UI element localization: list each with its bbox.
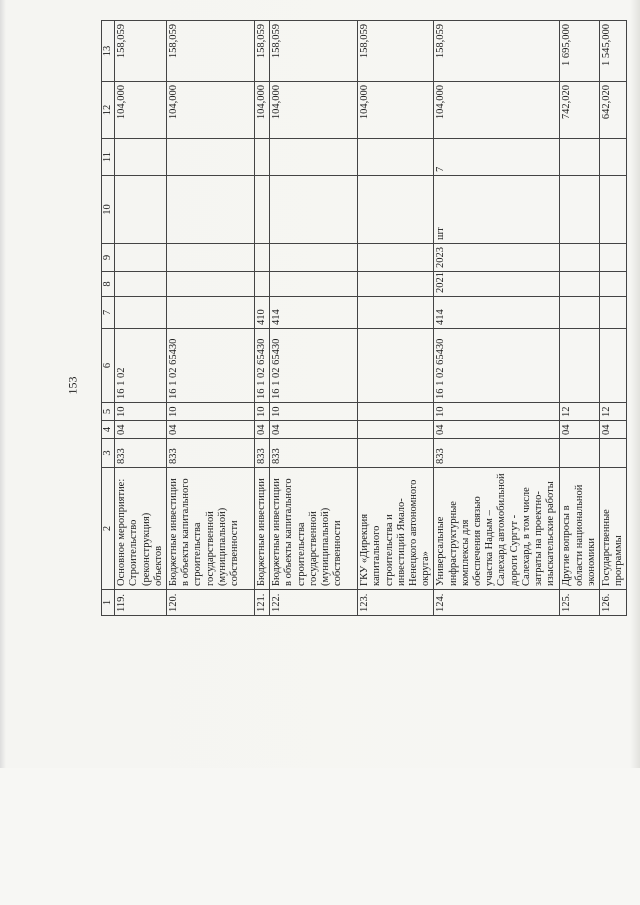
table-cell: 642,020 [600, 82, 627, 139]
table-cell [560, 439, 600, 468]
col-header: 3 [102, 439, 115, 468]
table-cell [358, 272, 434, 297]
table-cell [255, 139, 270, 176]
table-cell: Бюджетные инвестиции в объекты капитального строительства государственной (муниципальной) собственности [270, 468, 358, 590]
table-cell: 833 [434, 439, 560, 468]
table-cell [270, 244, 358, 272]
table-cell [560, 297, 600, 329]
table-cell: 12 [560, 403, 600, 421]
table-cell [270, 272, 358, 297]
table-cell: 10 [167, 403, 255, 421]
table-cell: 158,059 [255, 21, 270, 82]
table-cell [255, 244, 270, 272]
table-cell: 833 [167, 439, 255, 468]
table-cell: Другие вопросы в области национальной экономики [560, 468, 600, 590]
col-header: 13 [102, 21, 115, 82]
table-row [255, 21, 270, 616]
table-cell: 125. [560, 590, 600, 616]
table-cell [600, 272, 627, 297]
table-cell: 158,059 [270, 21, 358, 82]
table-cell [358, 176, 434, 244]
table-row [115, 21, 167, 616]
table-cell [600, 329, 627, 403]
table-cell [600, 244, 627, 272]
table-cell: 119. [115, 590, 167, 616]
page-number: 153 [65, 376, 80, 395]
table-cell [358, 297, 434, 329]
table-cell: 16 1 02 65430 [434, 329, 560, 403]
table-cell: 04 [560, 421, 600, 439]
table-cell [358, 421, 434, 439]
table-cell: 833 [255, 439, 270, 468]
table-cell: 16 1 02 [115, 329, 167, 403]
col-header: 1 [102, 590, 115, 616]
table-cell [255, 272, 270, 297]
col-header: 2 [102, 468, 115, 590]
col-header: 4 [102, 421, 115, 439]
table-cell: 120. [167, 590, 255, 616]
table-cell [255, 176, 270, 244]
table-cell [600, 297, 627, 329]
table-cell: 04 [270, 421, 358, 439]
table-cell: 04 [600, 421, 627, 439]
table-cell: 04 [167, 421, 255, 439]
table-cell: 122. [270, 590, 358, 616]
table-row [560, 21, 600, 616]
table-cell: 2021 [434, 272, 560, 297]
table-cell: 158,059 [434, 21, 560, 82]
rotated-table-container [101, 21, 625, 616]
table-cell [560, 176, 600, 244]
table-cell [167, 272, 255, 297]
col-header: 5 [102, 403, 115, 421]
table-cell [167, 176, 255, 244]
table-cell: шт [434, 176, 560, 244]
table-cell: 16 1 02 65430 [255, 329, 270, 403]
table-cell: Бюджетные инвестиции [255, 468, 270, 590]
table-row [358, 21, 434, 616]
table-cell: 124. [434, 590, 560, 616]
table-cell: ГКУ «Дирекция капитального строительства и инвестиций Ямало-Ненецкого автономного округа» [358, 468, 434, 590]
table-cell: 742,020 [560, 82, 600, 139]
table-cell: 158,059 [115, 21, 167, 82]
table-cell: 158,059 [167, 21, 255, 82]
table-cell [167, 139, 255, 176]
table-cell [560, 272, 600, 297]
table-row [270, 21, 358, 616]
table-cell [358, 244, 434, 272]
table-cell [270, 139, 358, 176]
table-row [167, 21, 255, 616]
table-cell: 04 [434, 421, 560, 439]
table-cell: 1 695,000 [560, 21, 600, 82]
table-cell [358, 329, 434, 403]
table-cell: 104,000 [358, 82, 434, 139]
table-cell: 104,000 [270, 82, 358, 139]
table-cell: 104,000 [167, 82, 255, 139]
table-cell: 04 [115, 421, 167, 439]
table-cell: 104,000 [434, 82, 560, 139]
table-cell [115, 244, 167, 272]
table-cell: 04 [255, 421, 270, 439]
table-cell [167, 297, 255, 329]
col-header: 12 [102, 82, 115, 139]
table-cell: 1 545,000 [600, 21, 627, 82]
table-cell: Бюджетные инвестиции в объекты капитального строительства государственной (муниципальной) собственности [167, 468, 255, 590]
table-cell: 833 [115, 439, 167, 468]
table-cell: 10 [115, 403, 167, 421]
table-cell: 414 [434, 297, 560, 329]
table-cell [600, 139, 627, 176]
table-cell: 10 [270, 403, 358, 421]
table-cell: 7 [434, 139, 560, 176]
table-cell [560, 139, 600, 176]
table-cell: 104,000 [255, 82, 270, 139]
table-cell [600, 439, 627, 468]
table-header-row [102, 21, 115, 616]
table-cell: 16 1 02 65430 [167, 329, 255, 403]
table-cell [358, 139, 434, 176]
table-cell [115, 176, 167, 244]
table-cell: 10 [255, 403, 270, 421]
table-cell [115, 272, 167, 297]
table-cell: 121. [255, 590, 270, 616]
table-cell: 126. [600, 590, 627, 616]
table-cell [600, 176, 627, 244]
col-header: 6 [102, 329, 115, 403]
table-cell [115, 297, 167, 329]
table-cell: 12 [600, 403, 627, 421]
budget-table [101, 20, 627, 616]
table-cell: 16 1 02 65430 [270, 329, 358, 403]
table-cell [560, 329, 600, 403]
table-cell [270, 176, 358, 244]
table-cell [167, 244, 255, 272]
table-cell: Государственные программы [600, 468, 627, 590]
table-cell [358, 439, 434, 468]
table-cell: Универсальные инфраструктурные комплексы для обеспечения связью участка Надым – Салехард автомобильной дороги Сургут - Салехард, в том числе затраты на проектно-изыскательские работы [434, 468, 560, 590]
table-cell: 833 [270, 439, 358, 468]
table-row [434, 21, 560, 616]
table-cell: 410 [255, 297, 270, 329]
col-header: 11 [102, 139, 115, 176]
table-cell: 2023 [434, 244, 560, 272]
col-header: 10 [102, 176, 115, 244]
table-cell [560, 244, 600, 272]
col-header: 9 [102, 244, 115, 272]
table-cell: Основное мероприятие: Строительство (реконструкция) объектов [115, 468, 167, 590]
table-cell: 414 [270, 297, 358, 329]
table-cell [358, 403, 434, 421]
col-header: 8 [102, 272, 115, 297]
table-row [600, 21, 627, 616]
table-cell: 104,000 [115, 82, 167, 139]
table-cell: 158,059 [358, 21, 434, 82]
col-header: 7 [102, 297, 115, 329]
table-cell: 123. [358, 590, 434, 616]
table-cell: 10 [434, 403, 560, 421]
table-cell [115, 139, 167, 176]
